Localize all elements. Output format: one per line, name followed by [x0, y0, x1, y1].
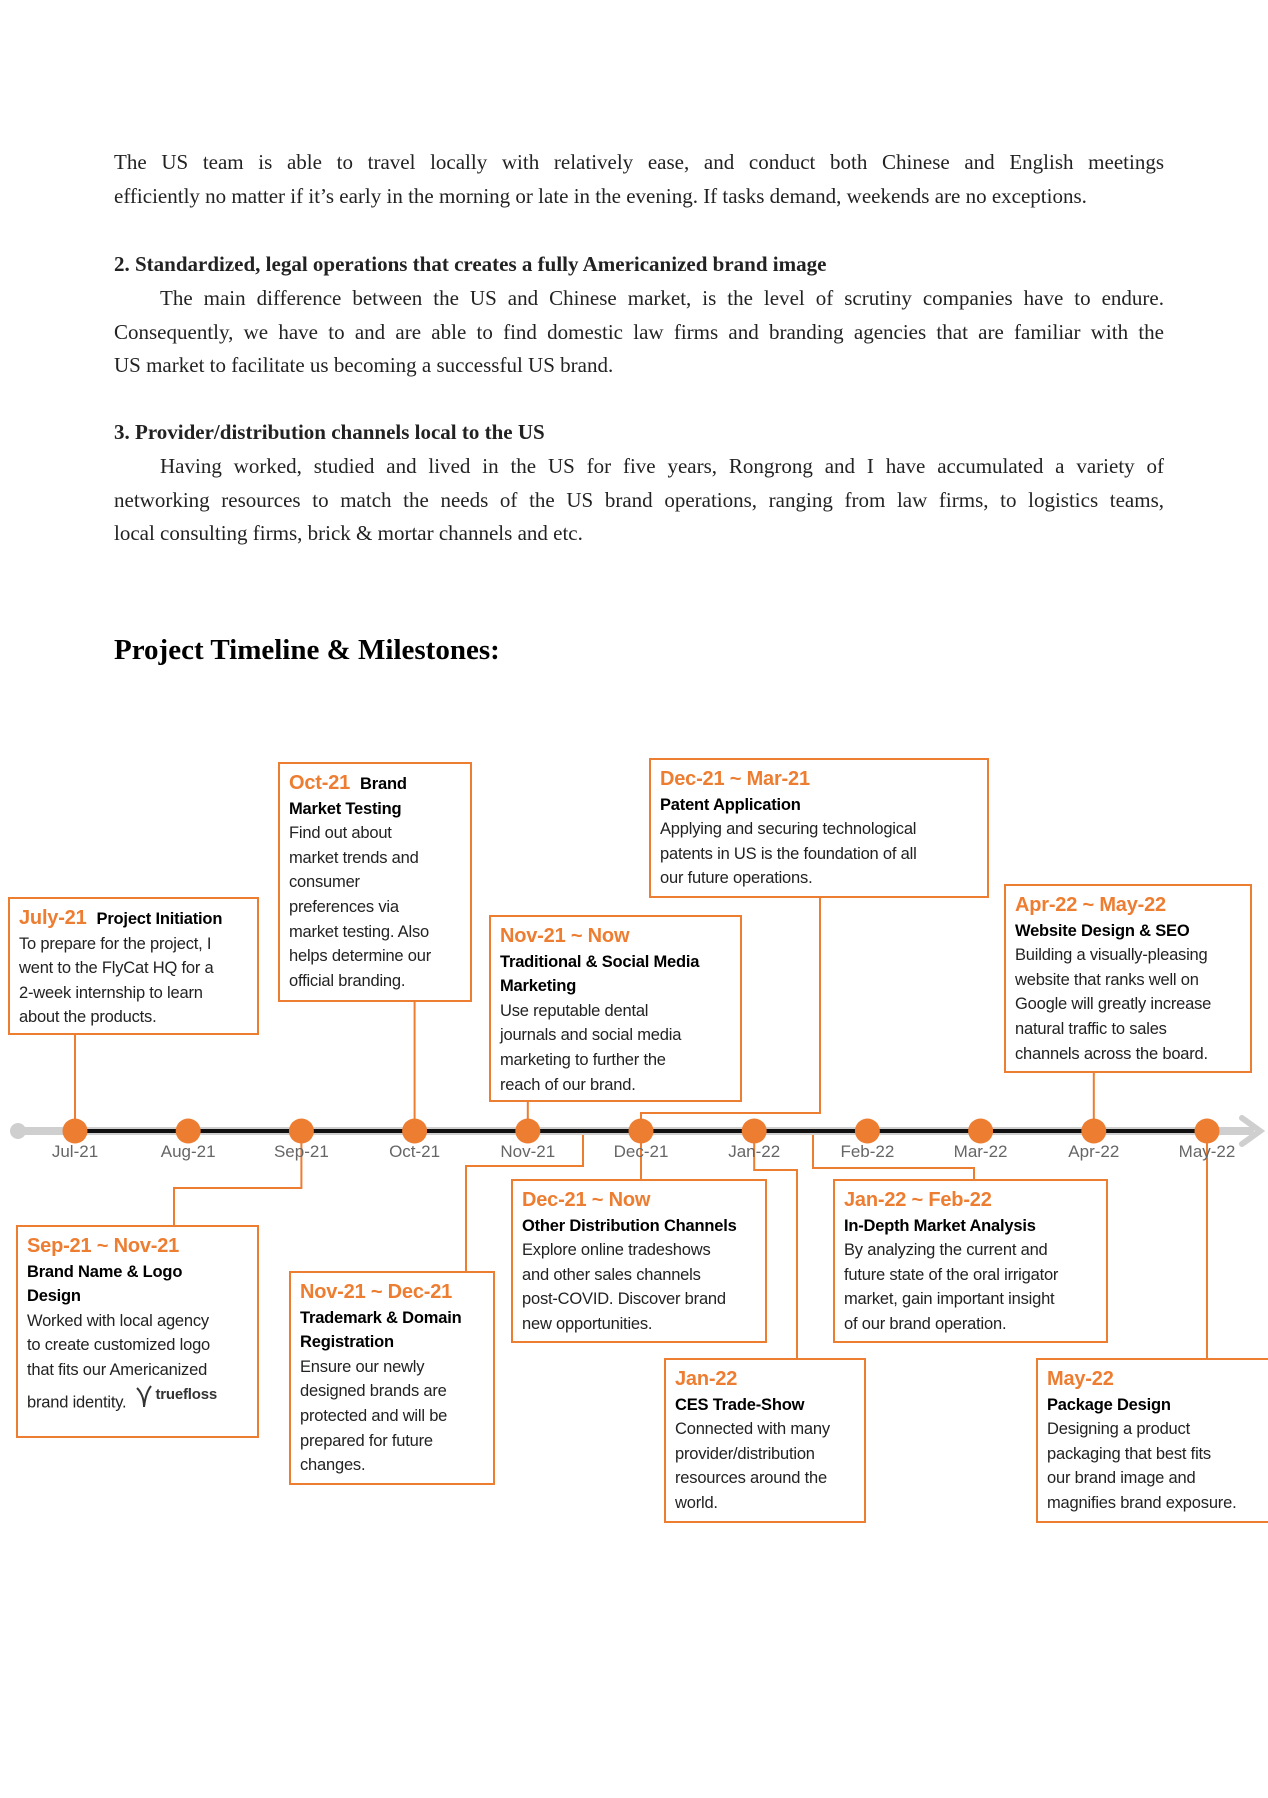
milestone-description: Google will greatly increase	[1015, 995, 1212, 1014]
timeline-dot	[855, 1119, 880, 1144]
axis-tick-label: Dec-21	[613, 1142, 669, 1161]
timeline-dot	[176, 1119, 201, 1144]
milestone-description: marketing to further the	[500, 1050, 666, 1069]
milestone-box	[16, 1225, 259, 1438]
milestone-description: To prepare for the project, I	[19, 934, 212, 953]
milestone-description: Designing a product	[1047, 1420, 1190, 1439]
milestone-date: Apr-22 ~ May-22	[1015, 894, 1166, 916]
milestone-description: our future operations.	[660, 869, 813, 888]
milestone-title: Website Design & SEO	[1015, 921, 1190, 940]
milestone-description: prepared for future	[300, 1431, 433, 1450]
timeline-dot	[515, 1119, 540, 1144]
milestone-description: official branding.	[289, 971, 406, 990]
milestone-description: new opportunities.	[522, 1314, 653, 1333]
milestone-date: Nov-21 ~ Dec-21	[300, 1281, 453, 1303]
milestone-description: preferences via	[289, 897, 399, 916]
milestone-box	[1004, 884, 1252, 1073]
milestone-date: May-22	[1047, 1368, 1114, 1390]
axis-tick-label: Aug-21	[160, 1142, 216, 1161]
milestone-title: CES Trade-Show	[675, 1395, 805, 1414]
milestone-box	[289, 1271, 495, 1485]
text-line: US market to facilitate us becoming a successful US brand.	[114, 353, 614, 378]
milestone-title: Package Design	[1047, 1395, 1171, 1414]
milestone-date: Jan-22 ~ Feb-22	[844, 1189, 992, 1211]
axis-tick-label: Oct-21	[389, 1142, 441, 1161]
milestone-description: market testing. Also	[289, 922, 429, 941]
milestone-description: resources around the	[675, 1469, 827, 1488]
milestone-box	[664, 1358, 866, 1523]
text-line: The US team is able to travel locally with relatively ease, and conduct both Chinese and English meetings	[114, 150, 1164, 174]
section-heading: 3. Provider/distribution channels local to the US	[114, 420, 545, 444]
milestone-description: about the products.	[19, 1008, 157, 1027]
milestone-date: Dec-21 ~ Now	[522, 1189, 651, 1211]
leaf-icon	[136, 1385, 152, 1407]
milestone-box	[649, 758, 989, 898]
milestone-box	[833, 1179, 1108, 1343]
axis-tick-label: Mar-22	[953, 1142, 1008, 1161]
milestone-date: Dec-21 ~ Mar-21	[660, 768, 810, 790]
milestone-description: By analyzing the current and	[844, 1241, 1048, 1260]
axis-tick-label: Apr-22	[1068, 1142, 1120, 1161]
milestone-description: Explore online tradeshows	[522, 1241, 711, 1260]
timeline-dot	[742, 1119, 767, 1144]
milestone-description: provider/distribution	[675, 1444, 815, 1463]
text-line: Consequently, we have to and are able to find domestic law firms and branding agencies that are familiar with the	[114, 319, 1164, 344]
text-line: Having worked, studied and lived in the US for five years, Rongrong and I have accumulated a variety of	[160, 454, 1164, 478]
milestone-description: went to the FlyCat HQ for a	[19, 959, 214, 978]
milestone-title: Marketing	[500, 977, 577, 996]
milestone-description: Connected with many	[675, 1420, 830, 1439]
axis-start-dot	[10, 1123, 26, 1139]
milestone-title: Project Initiation	[96, 910, 223, 928]
milestone-description: to create customized logo	[27, 1336, 211, 1355]
text-line: The main difference between the US and Chinese market, is the level of scrutiny companies have to endure.	[160, 286, 1164, 310]
milestone-description: journals and social media	[500, 1026, 682, 1045]
timeline-dot	[1081, 1119, 1106, 1144]
timeline-dot	[968, 1119, 993, 1144]
milestone-description: Worked with local agency	[27, 1311, 209, 1330]
milestone-title: Patent Application	[660, 795, 801, 814]
milestone-box	[489, 915, 742, 1102]
milestone-description: that fits our Americanized	[27, 1360, 208, 1379]
milestone-title: In-Depth Market Analysis	[844, 1216, 1036, 1235]
section-heading: 2. Standardized, legal operations that creates a fully Americanized brand image	[114, 252, 827, 276]
axis-tick-label: Jan-22	[728, 1142, 781, 1161]
milestone-date: Oct-21	[289, 772, 351, 794]
milestone-description: magnifies brand exposure.	[1047, 1493, 1237, 1512]
milestone-date: Jan-22	[675, 1368, 738, 1390]
milestone-title: Traditional & Social Media	[500, 952, 700, 971]
milestone-title: Design	[27, 1287, 81, 1306]
milestone-box	[1036, 1358, 1268, 1523]
milestone-description: brand identity.	[27, 1393, 127, 1412]
milestone-description: post-COVID. Discover brand	[522, 1290, 726, 1309]
text-line: efficiently no matter if it’s early in the morning or late in the evening. If tasks demand, weekends are no exceptions.	[114, 183, 1087, 208]
timeline-heading: Project Timeline & Milestones:	[114, 634, 500, 666]
axis-tick-label: Nov-21	[500, 1142, 556, 1161]
milestone-title: Market Testing	[289, 799, 402, 818]
milestone-description: protected and will be	[300, 1406, 448, 1425]
milestone-title: Registration	[300, 1333, 394, 1352]
milestone-description: and other sales channels	[522, 1265, 701, 1284]
milestone-description: natural traffic to sales	[1015, 1019, 1167, 1038]
milestone-description: world.	[675, 1493, 718, 1512]
truefloss-logo	[136, 1383, 217, 1408]
milestone-title: Trademark & Domain	[300, 1308, 462, 1327]
milestone-date: Sep-21 ~ Nov-21	[27, 1235, 180, 1257]
axis-tick-label: May-22	[1178, 1142, 1236, 1161]
milestone-description: market, gain important insight	[844, 1290, 1055, 1309]
milestone-description: of our brand operation.	[844, 1314, 1007, 1333]
milestone-box	[278, 762, 472, 1002]
milestone-description: patents in US is the foundation of all	[660, 844, 917, 863]
milestone-title: Other Distribution Channels	[522, 1216, 737, 1235]
timeline-dot	[289, 1119, 314, 1144]
milestone-description: Find out about	[289, 824, 392, 843]
milestone-date: July-21	[19, 907, 87, 929]
timeline-dot	[402, 1119, 427, 1144]
milestone-box	[511, 1179, 767, 1343]
milestone-description: 2-week internship to learn	[19, 983, 203, 1002]
milestone-description: Ensure our newly	[300, 1357, 425, 1376]
milestone-box	[8, 897, 259, 1035]
axis-tick-label: Jul-21	[51, 1142, 99, 1161]
milestone-description: our brand image and	[1047, 1469, 1196, 1488]
milestone-description: helps determine our	[289, 947, 432, 966]
axis-tick-label: Sep-21	[273, 1142, 329, 1161]
axis-tick-label: Feb-22	[840, 1142, 895, 1161]
milestone-description: future state of the oral irrigator	[844, 1265, 1059, 1284]
milestone-description: market trends and	[289, 848, 419, 867]
milestone-description: Use reputable dental	[500, 1001, 649, 1020]
milestone-description: changes.	[300, 1456, 366, 1475]
milestone-description: channels across the board.	[1015, 1044, 1208, 1063]
milestone-description: Building a visually-pleasing	[1015, 946, 1208, 965]
milestone-description: website that ranks well on	[1015, 970, 1199, 989]
milestone-description: designed brands are	[300, 1382, 447, 1401]
milestone-date: Nov-21 ~ Now	[500, 925, 630, 947]
timeline-dot	[629, 1119, 654, 1144]
milestone-description: packaging that best fits	[1047, 1444, 1211, 1463]
milestone-description: Applying and securing technological	[660, 820, 917, 839]
milestone-description: reach of our brand.	[500, 1075, 636, 1094]
milestone-description: consumer	[289, 873, 360, 892]
milestone-title: Brand Name & Logo	[27, 1262, 183, 1281]
timeline-dot	[63, 1119, 88, 1144]
logo-text: truefloss	[155, 1385, 217, 1403]
milestone-title: Brand	[360, 775, 407, 793]
text-line: local consulting firms, brick & mortar channels and etc.	[114, 521, 583, 546]
timeline-dot	[1195, 1119, 1220, 1144]
text-line: networking resources to match the needs of the US brand operations, ranging from law firms, to logistics teams,	[114, 487, 1164, 512]
